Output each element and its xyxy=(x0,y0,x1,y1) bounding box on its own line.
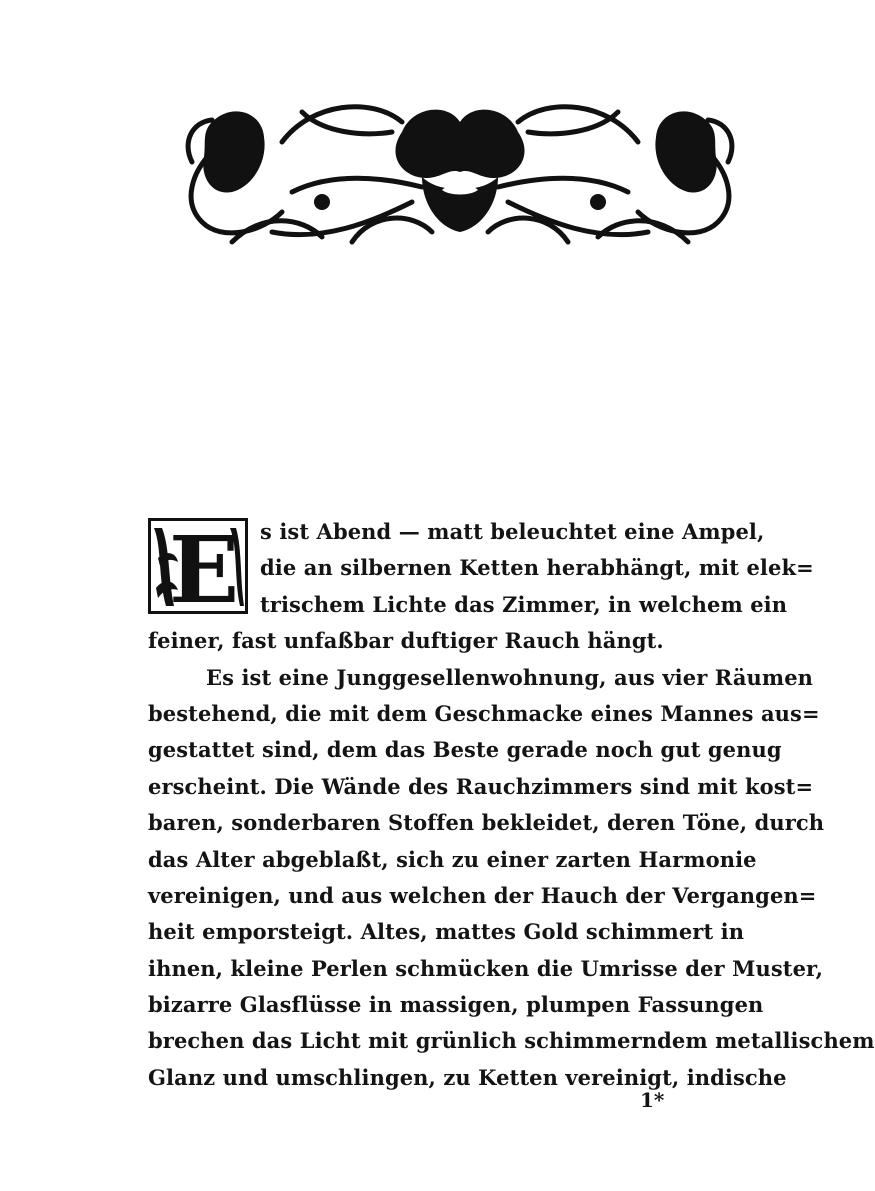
text-line: bizarre Glasflüsse in massigen, plumpen Fassungen xyxy=(148,992,764,1018)
text-line: brechen das Licht mit grünlich schimmerndem metallischem xyxy=(148,1028,875,1054)
text-line: erscheint. Die Wände des Rauchzimmers sind mit kost= xyxy=(148,773,814,799)
text-line: trischem Lichte das Zimmer, in welchem ein xyxy=(260,591,788,617)
floral-ornament-headpiece xyxy=(172,92,748,248)
text-line: vereinigen, und aus welchen der Hauch der Vergangen= xyxy=(148,882,817,908)
text-line: ihnen, kleine Perlen schmücken die Umrisse der Muster, xyxy=(148,955,824,981)
decorative-initial-e xyxy=(148,516,248,624)
text-line: baren, sonderbaren Stoffen bekleidet, deren Töne, durch xyxy=(148,810,825,836)
initial-letter: E xyxy=(168,516,240,624)
text-line: die an silbernen Ketten herabhängt, mit elek= xyxy=(260,555,814,581)
text-line: Es ist eine Junggesellenwohnung, aus vier Räumen xyxy=(206,664,814,690)
text-line: feiner, fast unfaßbar duftiger Rauch hängt. xyxy=(148,628,664,654)
text-line: Glanz und umschlingen, zu Ketten vereinigt, indische xyxy=(148,1064,787,1090)
text-line: heit emporsteigt. Altes, mattes Gold schimmert in xyxy=(148,919,745,945)
paragraph-2 xyxy=(148,660,875,1097)
body-text xyxy=(148,514,875,1096)
text-line: das Alter abgeblaßt, sich zu einer zarten Harmonie xyxy=(148,846,757,872)
text-line: s ist Abend — matt beleuchtet eine Ampel, xyxy=(260,519,765,544)
text-line: bestehend, die mit dem Geschmacke eines Mannes aus= xyxy=(148,700,820,726)
page-number: 1* xyxy=(640,1088,665,1112)
text-line: gestattet sind, dem das Beste gerade noch gut genug xyxy=(148,737,782,763)
